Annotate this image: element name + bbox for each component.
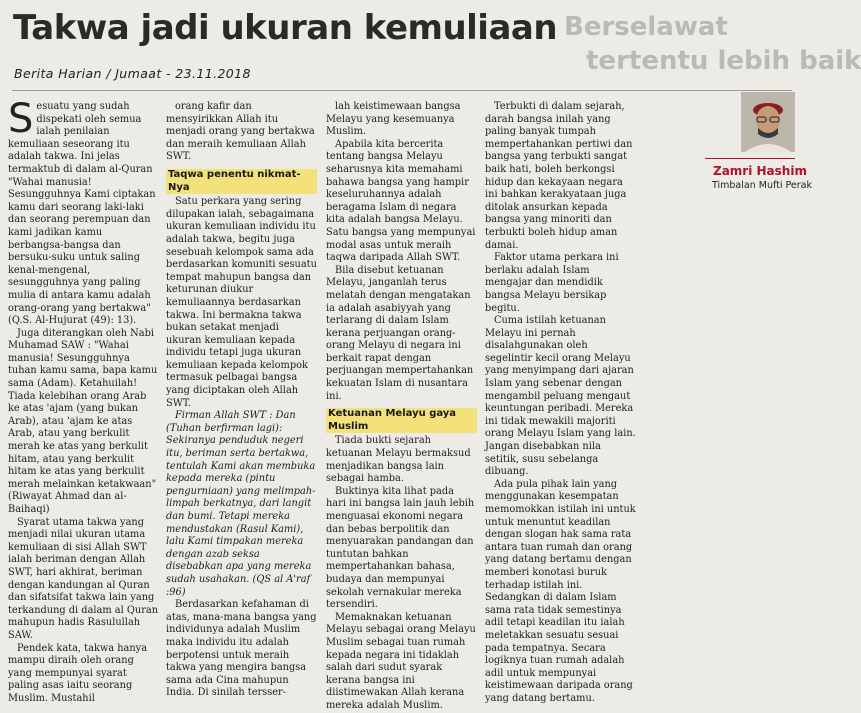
adjacent-article-bleed <box>564 10 861 78</box>
paragraph: Juga diterangkan oleh Nabi Muhamad SAW : "Wahai manusia! Sesungguhnya tuhan kamu sama, bapa kamu sama (Adam). Ketahuilah! Tiada kelebihan orang Arab ke atas 'ajam (yang bukan Arab), atau 'ajam ke atas Arab, atau yang berkulit merah ke atas yang berkulit hitam, atau yang berkulit hitam ke atas yang berkulit merah melainkan ketakwaan" (Riwayat Ahmad dan al-Baihaqi) <box>8 327 158 515</box>
paragraph <box>166 410 317 599</box>
paragraph-text: esuatu yang sudah dispekati oleh semua ialah penilaian kemuliaan seseorang itu adalah takwa. Ini jelas termaktub di dalam al-Quran "Wahai manusia! Sesungguhnya Kami ciptakan kamu dari seorang laki-laki dan seorang perempuan dan kami jadikan kamu berbangsa-bangsa dan bersuku-suku untuk saling kenal-mengenal, sesungguhnya yang paling mulia di antara kamu adalah orang-orang yang bertakwa" (Q.S. Al-Hujurat (49): 13). <box>8 101 156 327</box>
bleed-line-2: tertentu lebih baik <box>586 46 861 76</box>
drop-cap: S <box>8 96 34 142</box>
paragraph: Cuma istilah ketuanan Melayu ini pernah disalahgunakan oleh segelintir kecil orang Melayu yang menyimpang dari ajaran Islam yang sebenar dengan mengambil peluang mengaut keuntungan peribadi. Mereka ini tidak mewakili majoriti orang Melayu Islam yang lain. Jangan disebabkan nila setitik, susu sebelanga dibuang. <box>485 315 636 478</box>
subheading-taqwa: Taqwa penentu nikmat-Nya <box>166 169 317 194</box>
article-column-3 <box>326 101 477 711</box>
paragraph: Ada pula pihak lain yang menggunakan kesempatan memomokkan istilah ini untuk untuk menuntut keadilan dengan slogan hak sama rata antara tuan rumah dan orang yang datang bertamu dengan memberi konotasi buruk terhadap istilah ini. Sedangkan di dalam Islam sama rata tidak semestinya adil tetapi keadilan itu ialah meletakkan sesuatu sesuai pada tempatnya. Secara logiknya tuan rumah adalah adil untuk mempunyai keistimewaan daripada orang yang datang bertamu. <box>485 478 636 704</box>
author-name: Zamri Hashim <box>713 164 807 178</box>
paragraph: Tiada bukti sejarah ketuanan Melayu bermaksud menjadikan bangsa lain sebagai hamba. <box>326 435 471 485</box>
paragraph: Satu perkara yang sering dilupakan ialah, sebagaimana ukuran kemuliaan individu itu adalah takwa, begitu juga sesebuah kelompok sama ada berdasarkan komuniti sesuatu tempat mahupun bangsa dan keturunan diukur kemuliaannya berdasarkan takwa. Ini bermakna takwa bukan setakat menjadi ukuran kemuliaan kepada individu tetapi juga ukuran kemuliaan kepada kelompok termasuk pelbagai bangsa yang diciptakan oleh Allah SWT. <box>166 196 317 409</box>
paragraph <box>8 96 159 328</box>
paragraph: Apabila kita bercerita tentang bangsa Melayu seharusnya kita memahami bahawa bangsa yang hampir keseluruhannya adalah beragama Islam di negara kita adalah bangsa Melayu. Satu bangsa yang mempunyai modal asas untuk meraih taqwa daripada Allah SWT. <box>326 138 476 264</box>
subheading-ketuanan: Ketuanan Melayu gaya Muslim <box>326 408 477 433</box>
article-headline: Takwa jadi ukuran kemuliaan <box>13 8 558 48</box>
paragraph: lah keistimewaan bangsa Melayu yang kesemuanya Muslim. <box>326 101 461 138</box>
paragraph: Pendek kata, takwa hanya mampu diraih oleh orang yang mempunyai syarat paling asas iaitu seorang Muslim. Mustahil <box>8 642 148 704</box>
article-column-1 <box>8 96 159 704</box>
author-photo <box>741 92 795 152</box>
bleed-line-1: Berselawat <box>564 12 728 42</box>
author-title: Timbalan Mufti Perak <box>712 180 813 191</box>
paragraph: Bila disebut ketuanan Melayu, janganlah terus melatah dengan mengatakan ia adalah asabiyyah yang terlarang di dalam Islam kerana perjuangan orang-orang Melayu di negara ini berkait rapat dengan perjuangan mempertahankan kekuatan Islam di nusantara ini. <box>326 264 474 402</box>
paragraph: Memaknakan ketuanan Melayu sebagai orang Melayu Muslim sebagai tuan rumah kepada negara ini tidaklah salah dari sudut syarak kerana bangsa ini diistimewakan Allah kerana mereka adalah Muslim. <box>326 611 476 711</box>
header-divider <box>12 90 792 91</box>
paragraph: Syarat utama takwa yang menjadi nilai ukuran utama kemuliaan di sisi Allah SWT ialah beriman dengan Allah SWT, hari akhirat, beriman dengan kandungan al Quran dan sifatsifat takwa lain yang terkandung di dalam al Quran mahupun hadis Rasulullah SAW. <box>8 516 159 641</box>
paragraph: Terbukti di dalam sejarah, darah bangsa inilah yang paling banyak tumpah mempertahankan pertiwi dan bangsa yang terbukti sangat baik hati, boleh berkongsi hidup dan kekayaan negara ini bahkan kerakyataan juga ditolak ansurkan kepada bangsa yang minoriti dan terbukti boleh hidup aman damai. <box>485 101 633 251</box>
paragraph: Faktor utama perkara ini berlaku adalah Islam mengajar dan mendidik bangsa Melayu bersikap begitu. <box>485 252 619 314</box>
article-column-4 <box>485 101 636 704</box>
author-rule <box>705 158 795 159</box>
paragraph: Berdasarkan kefahaman di atas, mana-mana bangsa yang individunya adalah Muslim maka individu itu adalah berpotensi untuk meraih takwa yang mengira bangsa sama ada Cina mahupun India. Di sinilah tersser- <box>166 599 317 699</box>
paragraph: Buktinya kita lihat pada hari ini bangsa lain jauh lebih menguasai ekonomi negara dan bebas berpolitik dan menyuarakan pandangan dan tuntutan bahkan mempertahankan bahasa, budaya dan mempunyai sekolah vernakular mereka tersendiri. <box>326 485 475 611</box>
paragraph: orang kafir dan mensyirikkan Allah itu menjadi orang yang bertakwa dan meraih kemuliaan Allah SWT. <box>166 101 315 163</box>
quran-quote: Firman Allah SWT : Dan (Tuhan berfirman lagi): Sekiranya penduduk negeri itu, beriman serta bertakwa, tentulah Kami akan membuka kepada mereka (pintu pengurniaan) yang melimpah-limpah berkatnya, dari langit dan bumi. Tetapi mereka mendustakan (Rasul Kami), lalu Kami timpakan mereka dengan azab seksa disebabkan apa yang mereka sudah usahakan. (QS al A'raf :96) <box>166 410 316 598</box>
article-column-2 <box>166 101 317 699</box>
handwritten-source-note: Berita Harian / Jumaat - 23.11.2018 <box>14 66 251 81</box>
